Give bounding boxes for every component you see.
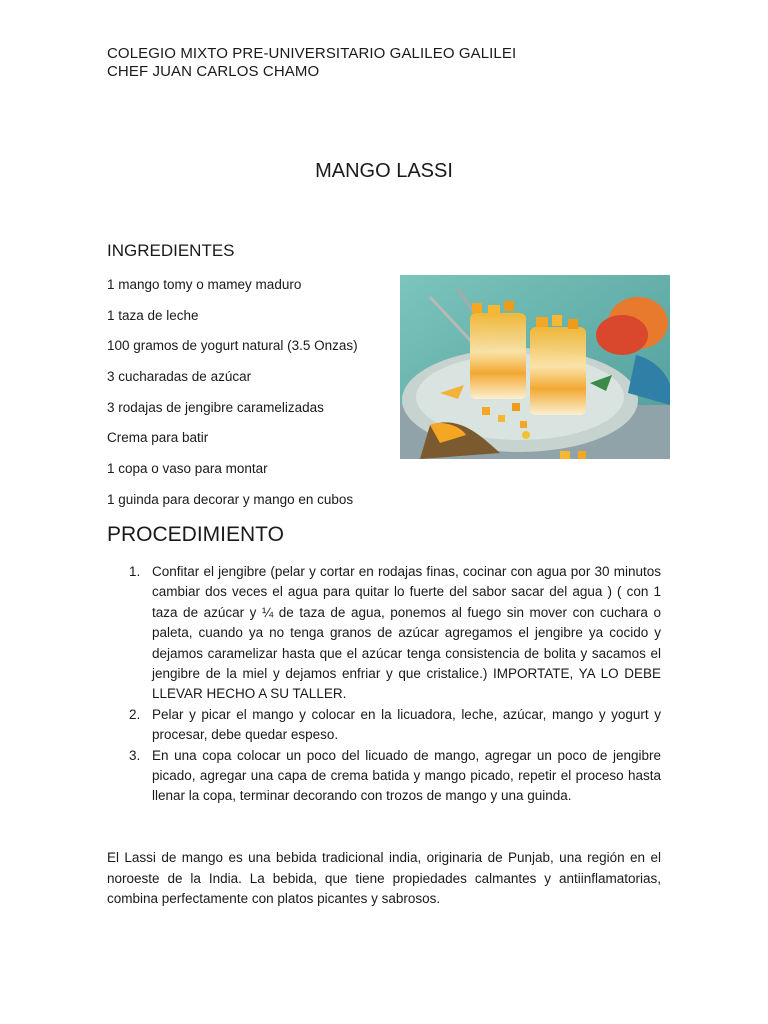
procedure-heading: PROCEDIMIENTO (107, 523, 284, 546)
ingredient-item: 3 cucharadas de azúcar (107, 369, 252, 385)
step-number: 1. (129, 564, 141, 579)
closing-paragraph: El Lassi de mango es una bebida tradicional india, originaria de Punjab, una región en el noroeste de la India. La bebida, que tiene propiedades calmantes y antiinflamatorias, combina perfectamente con platos picantes y sabrosos. (107, 850, 661, 906)
school-name: COLEGIO MIXTO PRE-UNIVERSITARIO GALILEO GALILEI (107, 45, 517, 62)
procedure-step (129, 705, 661, 746)
step-text: Confitar el jengibre (pelar y cortar en rodajas finas, cocinar con agua por 30 minutos cambiar dos veces el agua para quitar lo fuerte del sabor sacar del agua ) ( con 1 taza de azúcar y ¼ de taza de agua, ponemos al fuego sin mover con cuchara o paleta, cuando ya no tenga granos de azúcar agregamos el jengibre ya cocido y dejamos caramelizar hasta que el azúcar tenga consistencia de bolita y sacamos el jengibre de la miel y dejamos enfriar y que cristalice.) IMPORTATE, YA LO DEBE LLEVAR HECHO A SU TALLER. (152, 564, 661, 702)
procedure-step (129, 562, 661, 705)
ingredients-heading: INGREDIENTES (107, 241, 235, 260)
ingredient-item: 3 rodajas de jengibre caramelizadas (107, 399, 324, 415)
step-text: Pelar y picar el mango y colocar en la licuadora, leche, azúcar, mango y yogurt y procesar, debe quedar espeso. (152, 706, 661, 743)
mango-lassi-photo (400, 275, 670, 459)
step-text: En una copa colocar un poco del licuado de mango, agregar un poco de jengibre picado, agregar una capa de crema batida y mango picado, repetir el proceso hasta llenar la copa, terminar decorando con trozos de mango y una guinda. (152, 747, 661, 804)
chef-name: CHEF JUAN CARLOS CHAMO (107, 63, 320, 80)
procedure-steps (129, 562, 661, 807)
ingredient-item: 100 gramos de yogurt natural (3.5 Onzas) (107, 338, 358, 354)
ingredients-list (107, 275, 358, 521)
recipe-title: MANGO LASSI (315, 160, 453, 182)
ingredient-item: Crema para batir (107, 430, 209, 446)
step-number: 3. (129, 747, 141, 763)
ingredient-item: 1 guinda para decorar y mango en cubos (107, 491, 354, 507)
ingredient-item: 1 copa o vaso para montar (107, 461, 268, 477)
ingredient-item: 1 mango tomy o mamey maduro (107, 277, 302, 292)
ingredient-item: 1 taza de leche (107, 307, 199, 323)
step-number: 2. (129, 706, 141, 722)
document-header (107, 45, 516, 81)
procedure-step (129, 746, 661, 807)
